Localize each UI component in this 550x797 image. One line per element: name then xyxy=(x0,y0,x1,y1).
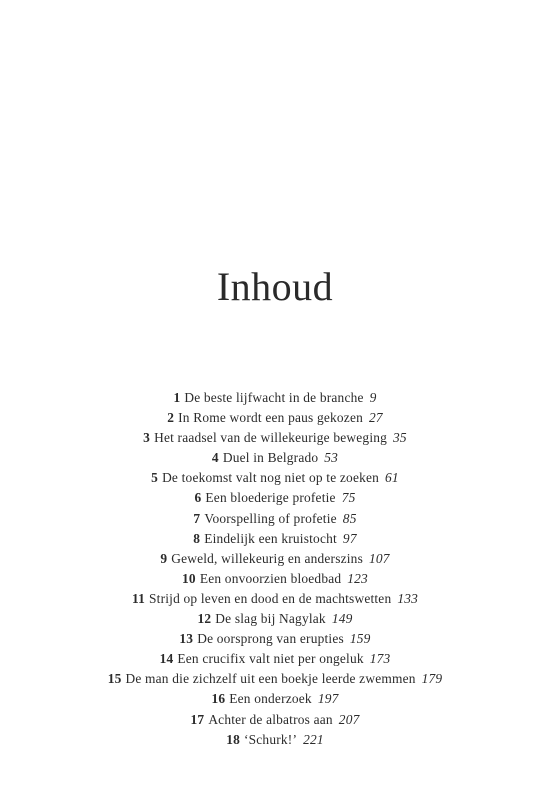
chapter-title: ‘Schurk!’ xyxy=(243,731,298,747)
chapter-page-number: 61 xyxy=(385,470,399,486)
chapter-number: 8 xyxy=(193,530,201,546)
table-of-contents xyxy=(0,388,550,750)
page-title: Inhoud xyxy=(216,264,334,309)
chapter-page-number: 35 xyxy=(393,430,407,446)
chapter-title: Geweld, willekeurig en anderszins xyxy=(171,550,363,566)
chapter-title: De slag bij Nagylak xyxy=(215,611,326,627)
chapter-page-number: 179 xyxy=(421,671,443,687)
toc-entry xyxy=(0,488,550,508)
chapter-number: 12 xyxy=(197,611,212,627)
chapter-page-number: 53 xyxy=(324,450,339,466)
chapter-page-number: 221 xyxy=(303,731,324,747)
toc-entry xyxy=(0,689,550,709)
chapter-number: 17 xyxy=(190,711,205,727)
chapter-title: Strijd op leven en dood en de machtswetten xyxy=(149,590,392,606)
chapter-page-number: 123 xyxy=(347,570,368,586)
chapter-page-number: 85 xyxy=(342,510,357,526)
chapter-page-number: 149 xyxy=(331,611,353,627)
chapter-number: 13 xyxy=(179,631,194,647)
chapter-title: De beste lijfwacht in de branche xyxy=(184,390,364,405)
toc-entry xyxy=(0,609,550,629)
chapter-title: De oorsprong van erupties xyxy=(197,631,344,647)
chapter-number: 16 xyxy=(211,691,226,707)
chapter-number: 5 xyxy=(151,470,159,486)
toc-entry xyxy=(0,649,550,669)
chapter-title: In Rome wordt een paus gekozen xyxy=(178,410,363,426)
toc-entry xyxy=(0,408,550,428)
chapter-number: 10 xyxy=(182,570,196,586)
chapter-page-number: 75 xyxy=(341,490,356,506)
toc-entry xyxy=(0,388,550,408)
toc-entry xyxy=(0,629,550,649)
toc-entry xyxy=(0,710,550,730)
toc-entry xyxy=(0,509,550,529)
toc-entry xyxy=(0,529,550,549)
chapter-number: 7 xyxy=(193,510,201,526)
chapter-page-number: 27 xyxy=(368,410,383,426)
chapter-number: 3 xyxy=(143,430,151,446)
chapter-number: 2 xyxy=(167,410,175,426)
toc-entry xyxy=(0,569,550,589)
toc-entry xyxy=(0,468,550,488)
chapter-page-number: 97 xyxy=(342,530,357,546)
chapter-title: Eindelijk een kruistocht xyxy=(204,530,337,546)
chapter-title: Een onvoorzien bloedbad xyxy=(199,570,342,586)
chapter-page-number: 9 xyxy=(369,390,377,405)
chapter-title: Een bloederige profetie xyxy=(205,490,336,506)
toc-entry xyxy=(0,589,550,609)
chapter-title: Achter de albatros aan xyxy=(208,711,333,727)
chapter-number: 4 xyxy=(211,450,219,466)
chapter-title: Duel in Belgrado xyxy=(222,450,319,466)
chapter-number: 14 xyxy=(159,651,174,667)
chapter-title: De toekomst valt nog niet op te zoeken xyxy=(162,470,380,486)
chapter-title: Het raadsel van de willekeurige beweging xyxy=(154,430,388,446)
toc-entry xyxy=(0,669,550,689)
chapter-number: 11 xyxy=(131,590,146,606)
chapter-title: De man die zichzelf uit een boekje leerde zwemmen xyxy=(125,671,416,687)
chapter-page-number: 133 xyxy=(397,590,419,606)
chapter-title: Voorspelling of profetie xyxy=(204,510,337,526)
chapter-page-number: 197 xyxy=(317,691,339,707)
chapter-title: Een onderzoek xyxy=(229,691,312,707)
chapter-number: 6 xyxy=(194,490,202,506)
chapter-number: 9 xyxy=(160,550,168,566)
toc-entry xyxy=(0,549,550,569)
toc-entry xyxy=(0,428,550,448)
chapter-number: 15 xyxy=(107,671,122,687)
chapter-page-number: 107 xyxy=(369,550,390,566)
chapter-number: 1 xyxy=(173,390,181,405)
chapter-title: Een crucifix valt niet per ongeluk xyxy=(177,651,364,667)
toc-entry xyxy=(0,448,550,468)
chapter-page-number: 159 xyxy=(349,631,371,647)
chapter-page-number: 173 xyxy=(369,651,391,667)
chapter-number: 18 xyxy=(226,731,240,747)
toc-entry xyxy=(0,730,550,750)
chapter-page-number: 207 xyxy=(338,711,360,727)
